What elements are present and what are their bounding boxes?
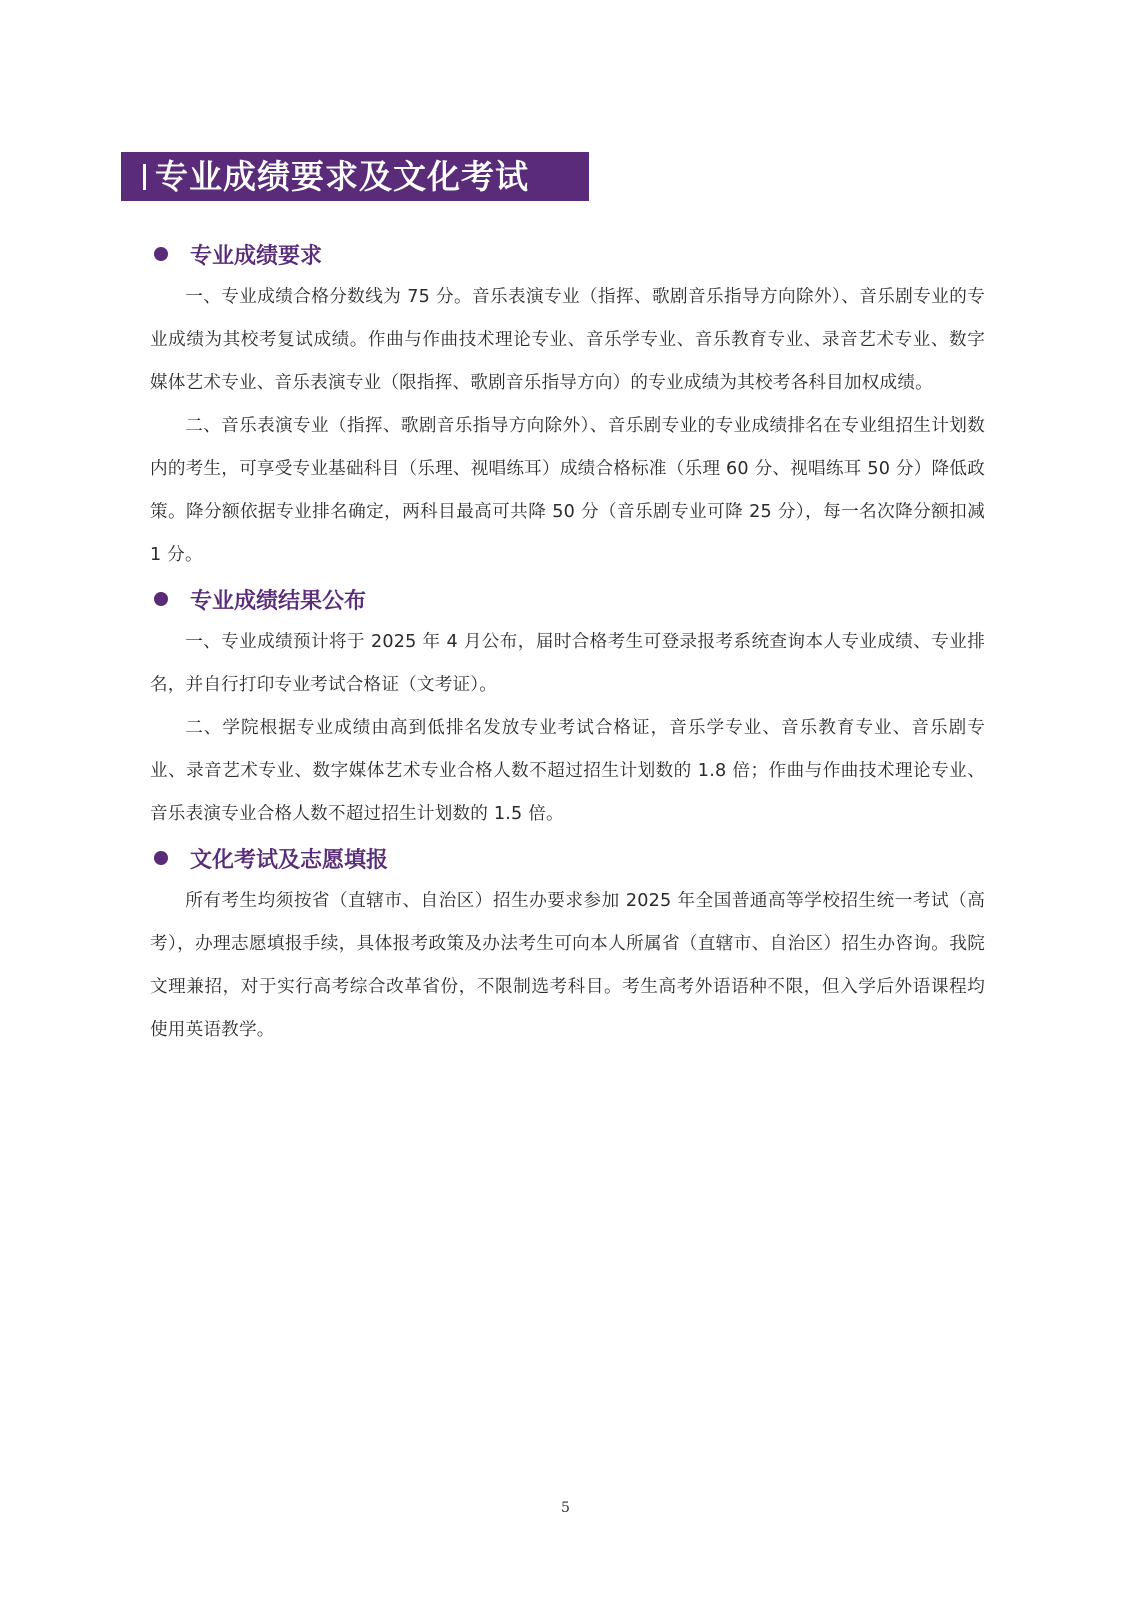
page-title: 专业成绩要求及文化考试 bbox=[155, 157, 529, 196]
bullet-icon bbox=[154, 247, 168, 261]
paragraph: 二、学院根据专业成绩由高到低排名发放专业考试合格证，音乐学专业、音乐教育专业、音乐剧专业、录音艺术专业、数字媒体艺术专业合格人数不超过招生计划数的 1.8 倍；作曲与作曲技术理论专业、音乐表演专业合格人数不超过招生计划数的 1.5 倍。 bbox=[150, 718, 985, 824]
section-heading-text: 文化考试及志愿填报 bbox=[190, 847, 389, 873]
paragraph: 一、专业成绩合格分数线为 75 分。音乐表演专业（指挥、歌剧音乐指导方向除外）、音乐剧专业的专业成绩为其校考复试成绩。作曲与作曲技术理论专业、音乐学专业、音乐教育专业、录音艺术专业、数字媒体艺术专业、音乐表演专业（限指挥、歌剧音乐指导方向）的专业成绩为其校考各科目加权成绩。 bbox=[150, 287, 985, 393]
section-professional-score-requirements bbox=[150, 232, 985, 577]
section-score-announcement bbox=[150, 577, 985, 836]
document-body bbox=[150, 232, 985, 1052]
page-number: 5 bbox=[561, 1500, 570, 1516]
bullet-icon bbox=[154, 851, 168, 865]
section-heading bbox=[154, 836, 985, 880]
section-title-banner bbox=[121, 152, 589, 201]
section-heading bbox=[154, 577, 985, 621]
paragraph: 二、音乐表演专业（指挥、歌剧音乐指导方向除外）、音乐剧专业的专业成绩排名在专业组招生计划数内的考生，可享受专业基础科目（乐理、视唱练耳）成绩合格标准（乐理 60 分、视唱练耳 50 分）降低政策。降分额依据专业排名确定，两科目最高可共降 50 分（音乐剧专业可降 25 分），每一名次降分额扣减 1 分。 bbox=[150, 416, 985, 565]
title-accent-bar bbox=[143, 164, 146, 190]
paragraph: 一、专业成绩预计将于 2025 年 4 月公布，届时合格考生可登录报考系统查询本人专业成绩、专业排名，并自行打印专业考试合格证（文考证）。 bbox=[150, 632, 985, 695]
paragraph: 所有考生均须按省（直辖市、自治区）招生办要求参加 2025 年全国普通高等学校招生统一考试（高考），办理志愿填报手续，具体报考政策及办法考生可向本人所属省（直辖市、自治区）招生办咨询。我院文理兼招，对于实行高考综合改革省份，不限制选考科目。考生高考外语语种不限，但入学后外语课程均使用英语教学。 bbox=[150, 891, 985, 1040]
section-culture-exam-application bbox=[150, 836, 985, 1052]
section-heading-text: 专业成绩结果公布 bbox=[190, 588, 367, 614]
section-heading-text: 专业成绩要求 bbox=[190, 243, 323, 269]
bullet-icon bbox=[154, 592, 168, 606]
section-heading bbox=[154, 232, 985, 276]
